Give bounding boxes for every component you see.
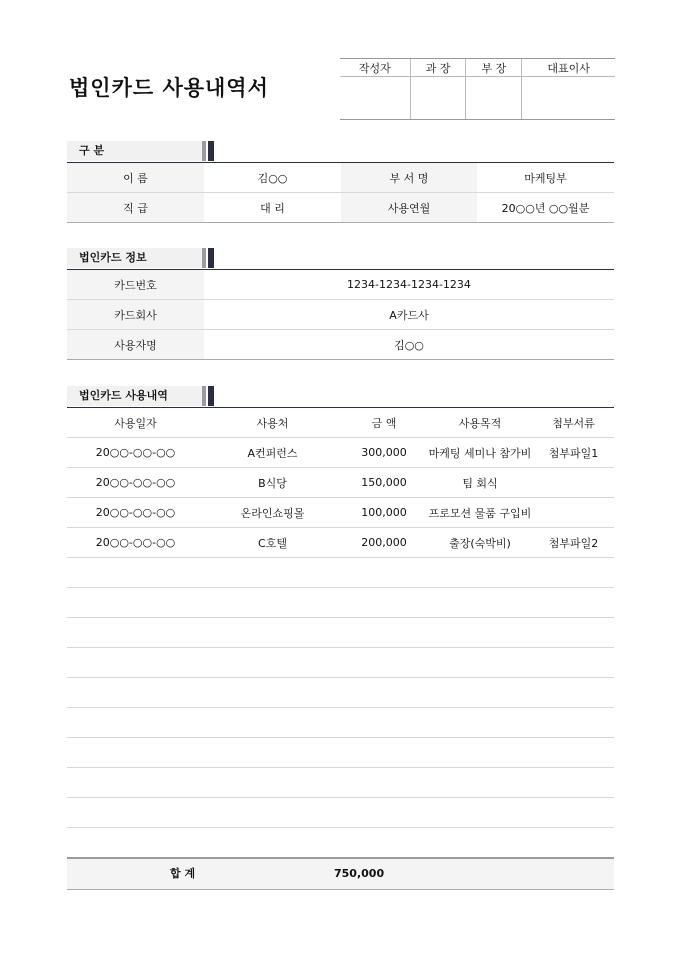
approval-role: 과 장 bbox=[410, 59, 466, 77]
section-header-basic bbox=[67, 141, 614, 163]
table-row bbox=[67, 468, 614, 498]
signature-cell[interactable] bbox=[522, 77, 615, 120]
table-row bbox=[67, 528, 614, 558]
empty-cell[interactable] bbox=[427, 798, 533, 828]
empty-table-row bbox=[67, 798, 614, 828]
usage-month-value[interactable]: 20○○년 ○○월분 bbox=[477, 193, 614, 223]
empty-cell[interactable] bbox=[427, 618, 533, 648]
column-header: 첨부서류 bbox=[533, 408, 614, 438]
empty-cell[interactable] bbox=[533, 768, 614, 798]
card-company-value[interactable]: A카드사 bbox=[204, 300, 614, 330]
usage-merchant[interactable]: 온라인쇼핑몰 bbox=[204, 498, 341, 528]
empty-cell[interactable] bbox=[427, 828, 533, 858]
section-label: 구 분 bbox=[67, 141, 202, 161]
section-accent bbox=[202, 248, 206, 268]
field-label: 부 서 명 bbox=[341, 163, 477, 193]
usage-merchant[interactable]: B식당 bbox=[204, 468, 341, 498]
empty-cell[interactable] bbox=[67, 618, 204, 648]
empty-cell[interactable] bbox=[67, 558, 204, 588]
usage-date[interactable]: 20○○-○○-○○ bbox=[67, 438, 204, 468]
approval-role: 대표이사 bbox=[522, 59, 615, 77]
usage-amount[interactable]: 150,000 bbox=[341, 468, 427, 498]
empty-cell[interactable] bbox=[67, 678, 204, 708]
table-row bbox=[67, 163, 614, 193]
table-row bbox=[67, 270, 614, 300]
empty-cell[interactable] bbox=[427, 708, 533, 738]
field-label: 이 름 bbox=[67, 163, 204, 193]
empty-cell[interactable] bbox=[341, 708, 427, 738]
position-value[interactable]: 대 리 bbox=[204, 193, 341, 223]
section-accent bbox=[202, 386, 206, 406]
usage-amount[interactable]: 200,000 bbox=[341, 528, 427, 558]
empty-cell[interactable] bbox=[341, 738, 427, 768]
empty-cell[interactable] bbox=[67, 828, 204, 858]
usage-amount[interactable]: 100,000 bbox=[341, 498, 427, 528]
column-header: 사용목적 bbox=[427, 408, 533, 438]
empty-cell[interactable] bbox=[341, 558, 427, 588]
section-label: 법인카드 정보 bbox=[67, 248, 202, 268]
field-label: 직 급 bbox=[67, 193, 204, 223]
empty-table-row bbox=[67, 768, 614, 798]
empty-cell[interactable] bbox=[427, 768, 533, 798]
empty-cell[interactable] bbox=[67, 648, 204, 678]
empty-cell[interactable] bbox=[204, 798, 341, 828]
usage-history-table bbox=[67, 408, 614, 858]
usage-amount[interactable]: 300,000 bbox=[341, 438, 427, 468]
table-header-row bbox=[67, 408, 614, 438]
name-value[interactable]: 김○○ bbox=[204, 163, 341, 193]
empty-cell[interactable] bbox=[341, 828, 427, 858]
card-number-value[interactable]: 1234-1234-1234-1234 bbox=[204, 270, 614, 300]
usage-merchant[interactable]: A컨퍼런스 bbox=[204, 438, 341, 468]
empty-cell[interactable] bbox=[341, 798, 427, 828]
department-value[interactable]: 마케팅부 bbox=[477, 163, 614, 193]
section-accent bbox=[208, 386, 214, 406]
approval-box bbox=[340, 58, 615, 120]
empty-cell[interactable] bbox=[533, 648, 614, 678]
empty-cell[interactable] bbox=[533, 738, 614, 768]
table-row bbox=[67, 193, 614, 223]
usage-date[interactable]: 20○○-○○-○○ bbox=[67, 468, 204, 498]
usage-attachment[interactable]: 첨부파일1 bbox=[533, 438, 614, 468]
usage-purpose[interactable]: 출장(숙박비) bbox=[427, 528, 533, 558]
empty-table-row bbox=[67, 738, 614, 768]
total-amount: 750,000 bbox=[334, 867, 385, 880]
field-label: 사용연월 bbox=[341, 193, 477, 223]
usage-attachment[interactable] bbox=[533, 468, 614, 498]
table-row bbox=[67, 498, 614, 528]
signature-cell[interactable] bbox=[410, 77, 466, 120]
empty-cell[interactable] bbox=[427, 738, 533, 768]
empty-cell[interactable] bbox=[427, 648, 533, 678]
table-row bbox=[67, 438, 614, 468]
table-row bbox=[67, 300, 614, 330]
empty-cell[interactable] bbox=[204, 588, 341, 618]
empty-cell[interactable] bbox=[341, 618, 427, 648]
empty-cell[interactable] bbox=[67, 768, 204, 798]
usage-attachment[interactable]: 첨부파일2 bbox=[533, 528, 614, 558]
usage-date[interactable]: 20○○-○○-○○ bbox=[67, 528, 204, 558]
page-title: 법인카드 사용내역서 bbox=[69, 76, 269, 100]
empty-table-row bbox=[67, 588, 614, 618]
empty-cell[interactable] bbox=[67, 738, 204, 768]
section-header-usage bbox=[67, 386, 614, 408]
signature-cell[interactable] bbox=[466, 77, 522, 120]
empty-cell[interactable] bbox=[204, 738, 341, 768]
empty-table-row bbox=[67, 678, 614, 708]
total-label: 합 계 bbox=[170, 867, 196, 880]
card-user-value[interactable]: 김○○ bbox=[204, 330, 614, 360]
empty-cell[interactable] bbox=[204, 708, 341, 738]
usage-attachment[interactable] bbox=[533, 498, 614, 528]
empty-cell[interactable] bbox=[67, 708, 204, 738]
usage-purpose[interactable]: 팀 회식 bbox=[427, 468, 533, 498]
empty-cell[interactable] bbox=[533, 558, 614, 588]
empty-cell[interactable] bbox=[341, 768, 427, 798]
empty-cell[interactable] bbox=[427, 588, 533, 618]
empty-cell[interactable] bbox=[533, 828, 614, 858]
empty-cell[interactable] bbox=[67, 588, 204, 618]
table-row bbox=[67, 330, 614, 360]
field-label: 사용자명 bbox=[67, 330, 204, 360]
approval-role: 부 장 bbox=[466, 59, 522, 77]
empty-cell[interactable] bbox=[204, 648, 341, 678]
section-accent bbox=[208, 248, 214, 268]
approval-role: 작성자 bbox=[340, 59, 410, 77]
empty-cell[interactable] bbox=[533, 618, 614, 648]
empty-cell[interactable] bbox=[533, 708, 614, 738]
empty-cell[interactable] bbox=[204, 768, 341, 798]
total-row bbox=[67, 857, 614, 890]
empty-table-row bbox=[67, 708, 614, 738]
empty-cell[interactable] bbox=[341, 648, 427, 678]
empty-cell[interactable] bbox=[204, 558, 341, 588]
empty-cell[interactable] bbox=[67, 798, 204, 828]
field-label: 카드번호 bbox=[67, 270, 204, 300]
empty-cell[interactable] bbox=[341, 678, 427, 708]
empty-table-row bbox=[67, 558, 614, 588]
section-accent bbox=[202, 141, 206, 161]
empty-cell[interactable] bbox=[204, 618, 341, 648]
empty-table-row bbox=[67, 828, 614, 858]
empty-cell[interactable] bbox=[533, 678, 614, 708]
empty-cell[interactable] bbox=[533, 798, 614, 828]
empty-table-row bbox=[67, 648, 614, 678]
empty-cell[interactable] bbox=[341, 588, 427, 618]
usage-purpose[interactable]: 프로모션 물품 구입비 bbox=[427, 498, 533, 528]
card-info-table bbox=[67, 270, 614, 360]
empty-cell[interactable] bbox=[427, 678, 533, 708]
empty-cell[interactable] bbox=[204, 828, 341, 858]
basic-info-table bbox=[67, 163, 614, 223]
usage-date[interactable]: 20○○-○○-○○ bbox=[67, 498, 204, 528]
section-header-card-info bbox=[67, 248, 614, 270]
signature-cell[interactable] bbox=[340, 77, 410, 120]
empty-cell[interactable] bbox=[427, 558, 533, 588]
column-header: 사용일자 bbox=[67, 408, 204, 438]
column-header: 금 액 bbox=[341, 408, 427, 438]
section-label: 법인카드 사용내역 bbox=[67, 386, 202, 406]
empty-cell[interactable] bbox=[533, 588, 614, 618]
field-label: 카드회사 bbox=[67, 300, 204, 330]
section-accent bbox=[208, 141, 214, 161]
usage-purpose[interactable]: 마케팅 세미나 참가비 bbox=[427, 438, 533, 468]
empty-table-row bbox=[67, 618, 614, 648]
empty-cell[interactable] bbox=[204, 678, 341, 708]
usage-merchant[interactable]: C호텔 bbox=[204, 528, 341, 558]
column-header: 사용처 bbox=[204, 408, 341, 438]
